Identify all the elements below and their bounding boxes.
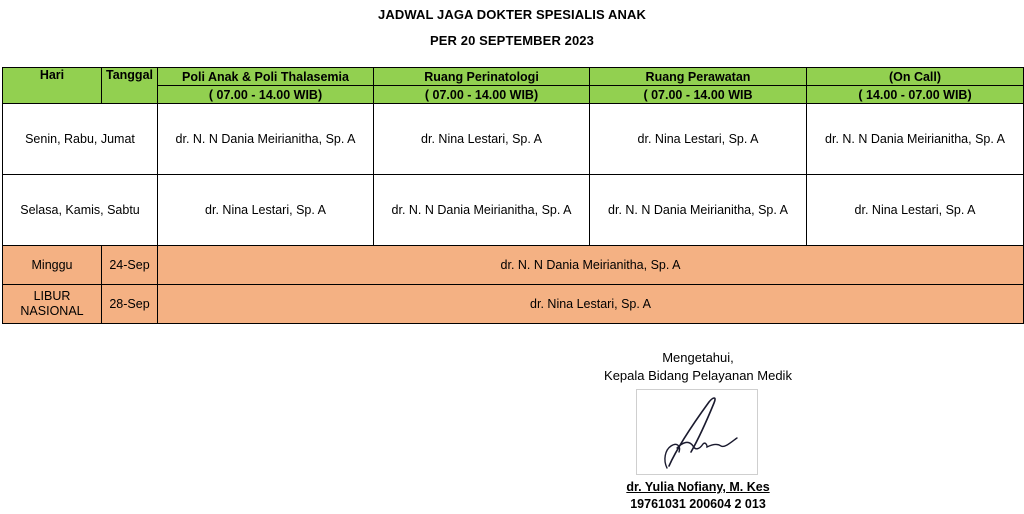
table-cell: dr. N. N Dania Meirianitha, Sp. A <box>807 104 1024 175</box>
table-row <box>3 285 1024 324</box>
table-row <box>3 104 1024 175</box>
header-perinatologi: Ruang Perinatologi <box>374 68 590 86</box>
time-perinatologi: ( 07.00 - 14.00 WIB) <box>374 86 590 104</box>
approval-line-2: Kepala Bidang Pelayanan Medik <box>604 368 792 383</box>
signature-image <box>636 389 758 475</box>
table-cell: dr. N. N Dania Meirianitha, Sp. A <box>158 104 374 175</box>
row-date: 28-Sep <box>102 285 158 324</box>
header-hari: Hari <box>3 68 102 104</box>
row-date: 24-Sep <box>102 246 158 285</box>
row-doctor: dr. N. N Dania Meirianitha, Sp. A <box>158 246 1024 285</box>
header-on-call: (On Call) <box>807 68 1024 86</box>
row-day: LIBUR NASIONAL <box>3 285 102 324</box>
row-doctor: dr. Nina Lestari, Sp. A <box>158 285 1024 324</box>
signatory-nip: 19761031 200604 2 013 <box>630 497 766 511</box>
table-cell: dr. Nina Lestari, Sp. A <box>807 175 1024 246</box>
table-cell: dr. Nina Lestari, Sp. A <box>158 175 374 246</box>
header-tanggal: Tanggal <box>102 68 158 104</box>
table-row <box>3 175 1024 246</box>
approval-block <box>598 349 798 385</box>
row-day: Selasa, Kamis, Sabtu <box>3 175 158 246</box>
row-day: Minggu <box>3 246 102 285</box>
signature-icon <box>637 390 757 474</box>
approval-line-1: Mengetahui, <box>662 350 734 365</box>
table-row <box>3 246 1024 285</box>
header-poli-anak: Poli Anak & Poli Thalasemia <box>158 68 374 86</box>
row-day: Senin, Rabu, Jumat <box>3 104 158 175</box>
document-title: JADWAL JAGA DOKTER SPESIALIS ANAK <box>378 7 646 22</box>
table-cell: dr. N. N Dania Meirianitha, Sp. A <box>374 175 590 246</box>
time-perawatan: ( 07.00 - 14.00 WIB <box>590 86 807 104</box>
table-cell: dr. Nina Lestari, Sp. A <box>374 104 590 175</box>
time-poli-anak: ( 07.00 - 14.00 WIB) <box>158 86 374 104</box>
header-row <box>3 68 1024 86</box>
signatory-name: dr. Yulia Nofiany, M. Kes <box>626 480 770 494</box>
schedule-table <box>2 67 1024 324</box>
document-subtitle: PER 20 SEPTEMBER 2023 <box>430 33 594 48</box>
table-cell: dr. Nina Lestari, Sp. A <box>590 104 807 175</box>
header-perawatan: Ruang Perawatan <box>590 68 807 86</box>
table-cell: dr. N. N Dania Meirianitha, Sp. A <box>590 175 807 246</box>
time-on-call: ( 14.00 - 07.00 WIB) <box>807 86 1024 104</box>
